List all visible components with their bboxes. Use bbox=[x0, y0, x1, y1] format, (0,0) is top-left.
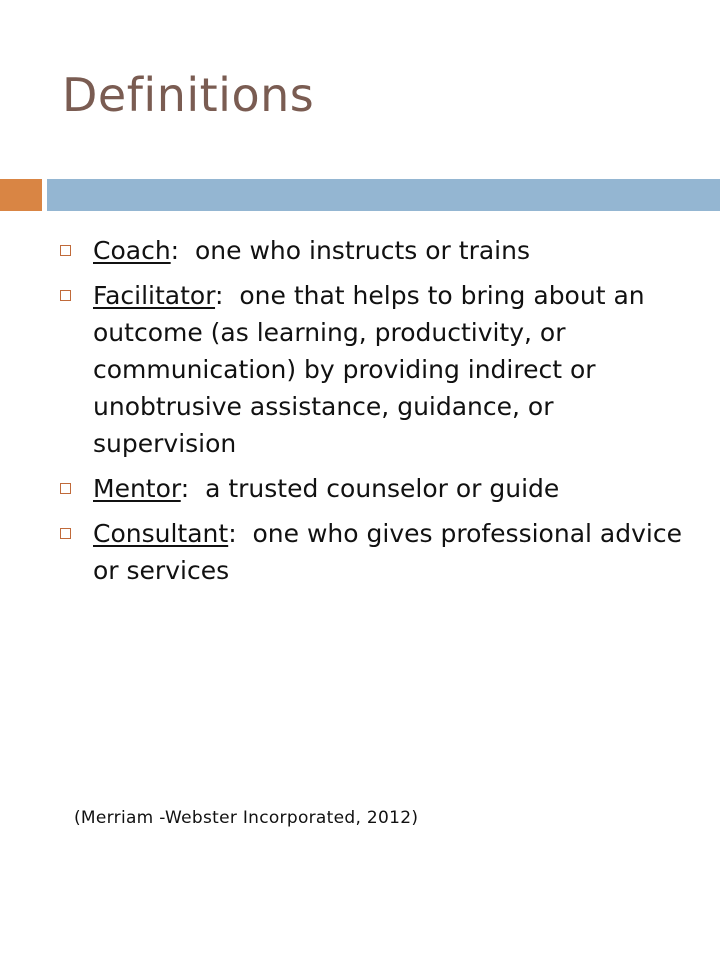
definition-term: Mentor bbox=[93, 474, 181, 503]
square-bullet-icon bbox=[60, 483, 71, 494]
definition-separator: : bbox=[170, 236, 195, 265]
definition-item-mentor bbox=[60, 470, 700, 507]
definition-text: a trusted counselor or guide bbox=[205, 474, 560, 503]
definitions-list bbox=[60, 232, 700, 597]
definition-text: one who instructs or trains bbox=[195, 236, 530, 265]
definition-separator: : bbox=[228, 519, 253, 548]
square-bullet-icon bbox=[60, 528, 71, 539]
square-bullet-icon bbox=[60, 245, 71, 256]
definition-term: Facilitator bbox=[93, 281, 216, 310]
definition-item-coach bbox=[60, 232, 700, 269]
definition-separator: : bbox=[215, 281, 240, 310]
square-bullet-icon bbox=[60, 290, 71, 301]
definition-item-consultant bbox=[60, 515, 700, 589]
definition-term: Coach bbox=[93, 236, 171, 265]
definition-term: Consultant bbox=[93, 519, 229, 548]
citation: (Merriam -Webster Incorporated, 2012) bbox=[74, 808, 419, 828]
slide-title: Definitions bbox=[62, 68, 315, 122]
accent-square bbox=[0, 179, 42, 211]
definition-item-facilitator bbox=[60, 277, 700, 462]
definition-text: one that helps to bring about an outcome (as learning, productivity, or communication) by providing indirect or unobtrusive assistance, guidance, or supervision bbox=[93, 281, 645, 458]
definition-separator: : bbox=[180, 474, 206, 503]
definition-text: one who gives professional advice or services bbox=[93, 519, 682, 585]
accent-bar bbox=[47, 179, 720, 211]
